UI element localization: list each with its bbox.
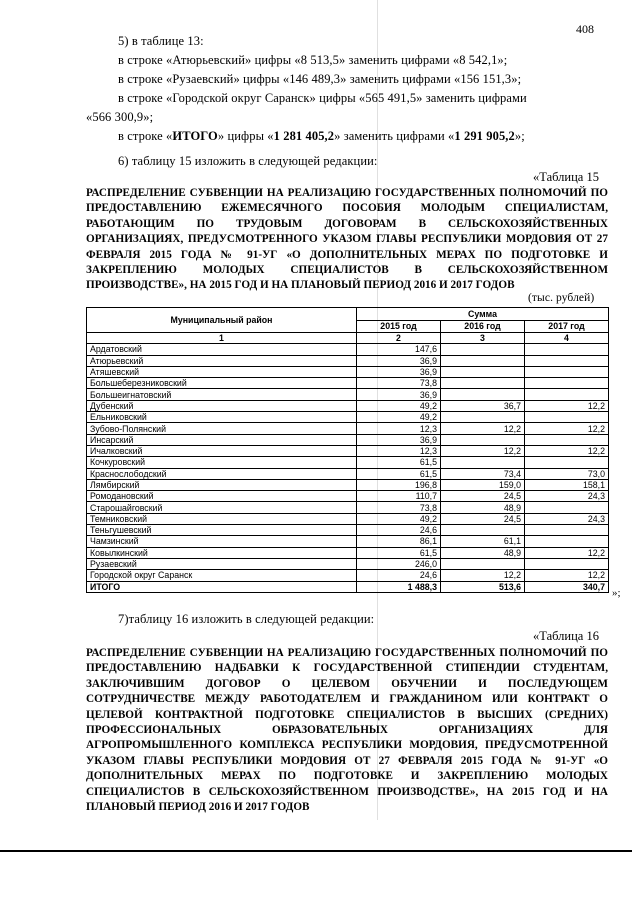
value-cell: 86,1	[357, 536, 441, 547]
value-cell: 36,7	[441, 400, 525, 411]
item5-line-1: в строке «Атюрьевский» цифры «8 513,5» заменить цифрами «8 542,1»;	[118, 53, 508, 67]
district-cell: Инсарский	[87, 434, 357, 445]
table15-label: «Таблица 15	[533, 170, 599, 184]
value-cell: 110,7	[357, 491, 441, 502]
district-cell: Чамзинский	[87, 536, 357, 547]
value-cell: 49,2	[357, 513, 441, 524]
district-cell: Большеберезниковский	[87, 378, 357, 389]
district-cell: Атяшевский	[87, 366, 357, 377]
value-cell: 48,9	[441, 502, 525, 513]
value-cell	[525, 389, 609, 400]
value-cell: 24,6	[357, 525, 441, 536]
district-cell: Дубенский	[87, 400, 357, 411]
total-suffix: »;	[514, 129, 525, 143]
table-row	[87, 389, 609, 400]
value-cell	[441, 355, 525, 366]
district-cell: Ардатовский	[87, 344, 357, 355]
year-2016-header: 2016 год	[441, 320, 525, 333]
table-row	[87, 468, 609, 479]
value-cell: 73,0	[525, 468, 609, 479]
total-mid2: » заменить цифрами «	[334, 129, 455, 143]
table-row	[87, 366, 609, 377]
table-row	[87, 355, 609, 366]
total-value-cell: 340,7	[525, 581, 609, 592]
district-cell: Кочкуровский	[87, 457, 357, 468]
item7-lead: 7)таблицу 16 изложить в следующей редакции:	[118, 612, 375, 626]
district-cell: Ромодановский	[87, 491, 357, 502]
item5-lead: 5) в таблице 13:	[118, 34, 204, 48]
value-cell	[441, 389, 525, 400]
table-row	[87, 344, 609, 355]
district-cell: Ковылкинский	[87, 547, 357, 558]
value-cell: 61,1	[441, 536, 525, 547]
table-row	[87, 445, 609, 456]
value-cell: 24,3	[525, 491, 609, 502]
table-row	[87, 513, 609, 524]
item6-lead: 6) таблицу 15 изложить в следующей редакции:	[118, 154, 378, 168]
page-bottom-border	[0, 850, 632, 852]
total-mid: » цифры «	[217, 129, 274, 143]
year-2015-header: 2015 год	[357, 320, 441, 333]
value-cell: 36,9	[357, 366, 441, 377]
value-cell: 12,2	[525, 547, 609, 558]
value-cell	[525, 378, 609, 389]
index-cell: 1	[87, 333, 357, 344]
value-cell	[441, 412, 525, 423]
value-cell: 12,3	[357, 423, 441, 434]
table-row	[87, 502, 609, 513]
col-sum-header: Сумма	[357, 308, 609, 321]
item5-line-2: в строке «Рузаевский» цифры «146 489,3» заменить цифрами «156 151,3»;	[118, 72, 522, 86]
value-cell: 12,2	[441, 423, 525, 434]
total-word: ИТОГО	[172, 129, 218, 143]
value-cell: 24,6	[357, 570, 441, 581]
value-cell	[441, 457, 525, 468]
value-cell	[525, 344, 609, 355]
value-cell	[441, 378, 525, 389]
value-cell: 12,2	[441, 570, 525, 581]
value-cell	[525, 536, 609, 547]
district-cell: Лямбирский	[87, 479, 357, 490]
value-cell: 12,2	[525, 445, 609, 456]
value-cell	[525, 434, 609, 445]
value-cell: 61,5	[357, 457, 441, 468]
table15-heading: РАСПРЕДЕЛЕНИЕ СУБВЕНЦИИ НА РЕАЛИЗАЦИЮ ГОСУДАРСТВЕННЫХ ПОЛНОМОЧИЙ ПО ПРЕДОСТАВЛЕНИЮ ЕЖЕМЕСЯЧНОГО ПОСОБИЯ МОЛОДЫМ СПЕЦИАЛИСТАМ, РАБОТАЮЩИМ ПО ТРУДОВЫМ ДОГОВОРАМ В СЕЛЬСКОХОЗЯЙСТВЕННЫХ ОРГАНИЗАЦИЯХ, ПРЕДУСМОТРЕННОГО УКАЗОМ ГЛАВЫ РЕСПУБЛИКИ МОРДОВИЯ ОТ 27 ФЕВРАЛЯ 2015 ГОДА № 91-УГ «О ДОПОЛНИТЕЛЬНЫХ МЕРАХ ПО ПОДГОТОВКЕ И ЗАКРЕПЛЕНИЮ МОЛОДЫХ СПЕЦИАЛИСТОВ В СЕЛЬСКОХОЗЯЙСТВЕННОМ ПРОИЗВОДСТВЕ», НА 2015 ГОД И НА ПЛАНОВЫЙ ПЕРИОД 2016 И 2017 ГОДОВ	[86, 187, 608, 292]
table15	[86, 307, 609, 593]
value-cell: 49,2	[357, 412, 441, 423]
district-cell: Атюрьевский	[87, 355, 357, 366]
table15-closing-quote: »;	[612, 587, 621, 599]
table-row	[87, 457, 609, 468]
table-row	[87, 378, 609, 389]
value-cell: 36,9	[357, 389, 441, 400]
district-cell: Старошайговский	[87, 502, 357, 513]
table-index-row	[87, 333, 609, 344]
table-row	[87, 400, 609, 411]
value-cell: 158,1	[525, 479, 609, 490]
value-cell: 61,5	[357, 547, 441, 558]
value-cell: 159,0	[441, 479, 525, 490]
district-cell: Большеигнатовский	[87, 389, 357, 400]
value-cell: 36,9	[357, 434, 441, 445]
table-row	[87, 536, 609, 547]
table-row	[87, 570, 609, 581]
value-cell: 49,2	[357, 400, 441, 411]
value-cell: 12,3	[357, 445, 441, 456]
value-cell	[525, 457, 609, 468]
year-2017-header: 2017 год	[525, 320, 609, 333]
table-row	[87, 423, 609, 434]
value-cell: 12,2	[525, 400, 609, 411]
value-cell	[525, 558, 609, 569]
value-cell: 12,2	[525, 570, 609, 581]
value-cell	[441, 344, 525, 355]
total-label-cell: ИТОГО	[87, 581, 357, 592]
district-cell: Краснослободский	[87, 468, 357, 479]
district-cell: Зубово-Полянский	[87, 423, 357, 434]
table16-label: «Таблица 16	[533, 629, 599, 643]
table-total-row	[87, 581, 609, 592]
district-cell: Темниковский	[87, 513, 357, 524]
value-cell	[441, 434, 525, 445]
table-row	[87, 547, 609, 558]
value-cell	[525, 502, 609, 513]
table-row	[87, 558, 609, 569]
item5-line-4: «566 300,9»;	[86, 110, 154, 124]
total-value-cell: 1 488,3	[357, 581, 441, 592]
value-cell: 196,8	[357, 479, 441, 490]
value-cell	[525, 525, 609, 536]
table-row	[87, 491, 609, 502]
value-cell: 24,5	[441, 491, 525, 502]
value-cell: 12,2	[525, 423, 609, 434]
table-row	[87, 525, 609, 536]
item5-total-line	[118, 129, 525, 144]
value-cell	[525, 355, 609, 366]
table-row	[87, 434, 609, 445]
total-prefix: в строке «	[118, 129, 173, 143]
value-cell: 73,4	[441, 468, 525, 479]
value-cell: 12,2	[441, 445, 525, 456]
value-cell: 24,5	[441, 513, 525, 524]
district-cell: Ельниковский	[87, 412, 357, 423]
value-cell	[441, 558, 525, 569]
total-new-value: 1 291 905,2	[454, 129, 515, 143]
district-cell: Рузаевский	[87, 558, 357, 569]
total-old-value: 1 281 405,2	[273, 129, 335, 143]
district-cell: Городской округ Саранск	[87, 570, 357, 581]
value-cell: 24,3	[525, 513, 609, 524]
table15-units: (тыс. рублей)	[528, 292, 595, 304]
table16-heading: РАСПРЕДЕЛЕНИЕ СУБВЕНЦИИ НА РЕАЛИЗАЦИЮ ГОСУДАРСТВЕННЫХ ПОЛНОМОЧИЙ ПО ПРЕДОСТАВЛЕНИЮ НАДБАВКИ К ГОСУДАРСТВЕННОЙ СТИПЕНДИИ СТУДЕНТАМ, ЗАКЛЮЧИВШИМ ДОГОВОР О ЦЕЛЕВОМ ОБУЧЕНИИ И ПОСЛЕДУЮЩЕМ СОТРУДНИЧЕСТВЕ МЕЖДУ РАБОТОДАТЕЛЕМ И ГРАЖДАНИНОМ ИЛИ КОНТРАКТ О ЦЕЛЕВОЙ КОНТРАКТНОЙ ПОДГОТОВКЕ СПЕЦИАЛИСТОВ В ВЫСШИХ (СРЕДНИХ) ПРОФЕССИОНАЛЬНЫХ ОБРАЗОВАТЕЛЬНЫХ ОРГАНИЗАЦИЯХ ДЛЯ АГРОПРОМЫШЛЕННОГО КОМПЛЕКСА РЕСПУБЛИКИ МОРДОВИЯ, ПРЕДУСМОТРЕННОЙ УКАЗОМ ГЛАВЫ РЕСПУБЛИКИ МОРДОВИЯ ОТ 27 ФЕВРАЛЯ 2015 ГОДА № 91-УГ «О ДОПОЛНИТЕЛЬНЫХ МЕРАХ ПО ПОДГОТОВКЕ И ЗАКРЕПЛЕНИЮ МОЛОДЫХ СПЕЦИАЛИСТОВ В СЕЛЬСКОХОЗЯЙСТВЕННОМ ПРОИЗВОДСТВЕ», НА 2015 ГОД И НА ПЛАНОВЫЙ ПЕРИОД 2016 И 2017 ГОДОВ	[86, 647, 608, 814]
value-cell: 246,0	[357, 558, 441, 569]
value-cell	[525, 412, 609, 423]
index-cell: 2	[357, 333, 441, 344]
value-cell: 147,6	[357, 344, 441, 355]
district-cell: Теньгушевский	[87, 525, 357, 536]
table-header-row	[87, 308, 609, 321]
value-cell: 61,5	[357, 468, 441, 479]
value-cell: 36,9	[357, 355, 441, 366]
value-cell: 48,9	[441, 547, 525, 558]
col-district-header: Муниципальный район	[87, 308, 357, 333]
item5-line-3: в строке «Городской округ Саранск» цифры «565 491,5» заменить цифрами	[118, 91, 527, 105]
value-cell	[441, 366, 525, 377]
value-cell: 73,8	[357, 502, 441, 513]
table-row	[87, 479, 609, 490]
index-cell: 4	[525, 333, 609, 344]
district-cell: Ичалковский	[87, 445, 357, 456]
index-cell: 3	[441, 333, 525, 344]
value-cell	[441, 525, 525, 536]
value-cell: 73,8	[357, 378, 441, 389]
total-value-cell: 513,6	[441, 581, 525, 592]
value-cell	[525, 366, 609, 377]
page-number: 408	[576, 22, 594, 36]
table-row	[87, 412, 609, 423]
